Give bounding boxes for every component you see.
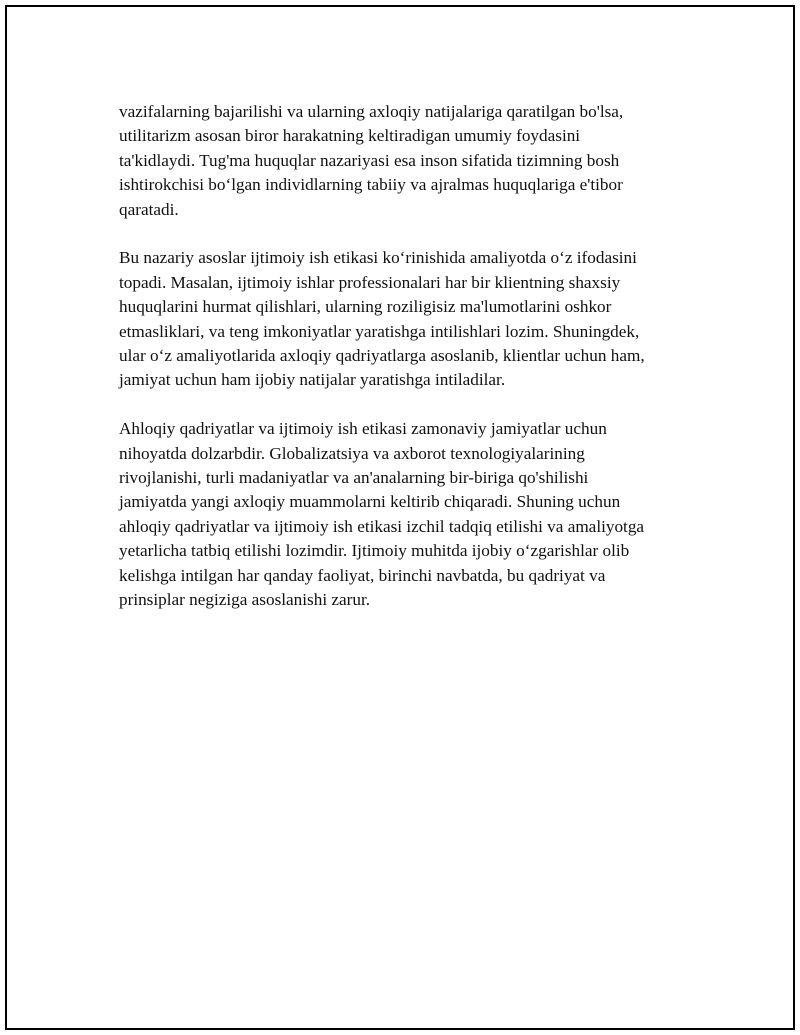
paragraph-1 [119,100,699,222]
paragraph-3 [119,417,699,612]
text-line: huquqlarini hurmat qilishlari, ularning roziligisiz ma'lumotlarini oshkor [119,297,612,317]
page-frame [5,5,795,1030]
text-line: ular o‘z amaliyotlarida axloqiy qadriyatlarga asoslanib, klientlar uchun ham, [119,346,645,366]
document-body [119,100,699,637]
text-line: topadi. Masalan, ijtimoiy ishlar professionalari har bir klientning shaxsiy [119,272,621,292]
text-line: Bu nazariy asoslar ijtimoiy ish etikasi ko‘rinishida amaliyotda o‘z ifodasini [119,248,637,268]
text-line: etmasliklari, va teng imkoniyatlar yaratishga intilishlari lozim. Shuningdek, [119,321,640,341]
paragraph-2 [119,246,699,392]
text-line: rivojlanishi, turli madaniyatlar va an'analarning bir-biriga qo'shilishi [119,468,589,488]
text-line: utilitarizm asosan biror harakatning keltiradigan umumiy foydasini [119,126,581,146]
text-line: vazifalarning bajarilishi va ularning axloqiy natijalariga qaratilgan bo'lsa, [119,102,624,121]
text-line: jamiyatda yangi axloqiy muammolarni keltirib chiqaradi. Shuning uchun [119,492,621,512]
text-line: qaratadi. [119,199,179,219]
text-line: ta'kidlaydi. Tug'ma huquqlar nazariyasi esa inson sifatida tizimning bosh [119,150,620,170]
text-line: kelishga intilgan har qanday faoliyat, birinchi navbatda, bu qadriyat va [119,565,606,585]
text-line: Ahloqiy qadriyatlar va ijtimoiy ish etikasi zamonaviy jamiyatlar uchun [119,419,607,439]
text-line: yetarlicha tatbiq etilishi lozimdir. Ijtimoiy muhitda ijobiy o‘zgarishlar olib [119,541,630,561]
text-line: prinsiplar negiziga asoslanishi zarur. [119,590,371,610]
text-line: ishtirokchisi bo‘lgan individlarning tabiiy va ajralmas huquqlariga e'tibor [119,175,623,195]
text-line: nihoyatda dolzarbdir. Globalizatsiya va axborot texnologiyalarining [119,443,585,463]
text-line: ahloqiy qadriyatlar va ijtimoiy ish etikasi izchil tadqiq etilishi va amaliyotga [119,516,645,536]
text-line: jamiyat uchun ham ijobiy natijalar yaratishga intiladilar. [119,370,506,390]
